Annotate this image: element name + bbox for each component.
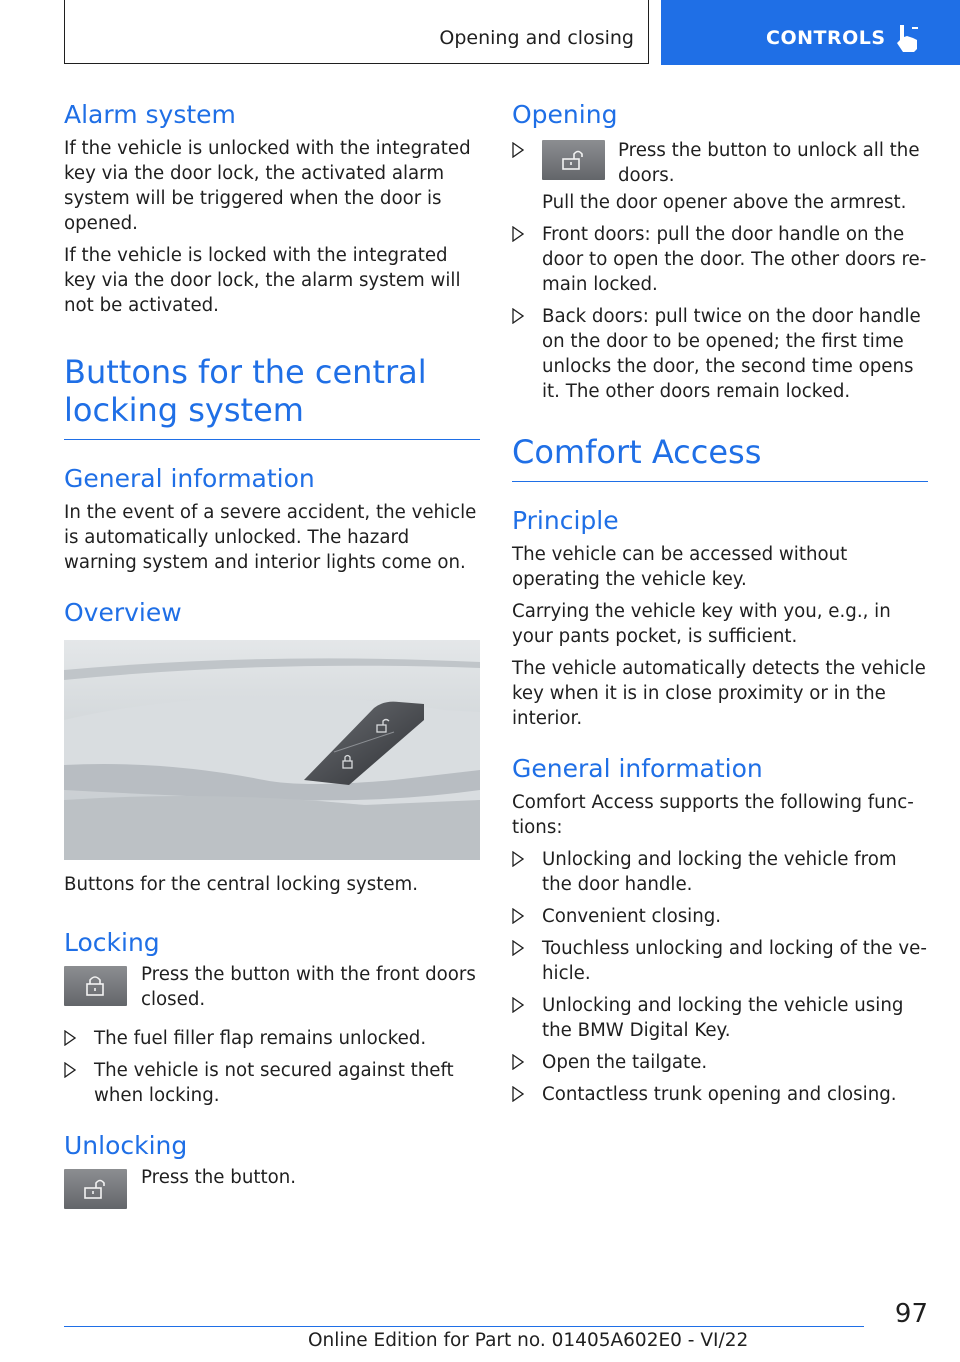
opening-heading: Opening bbox=[512, 100, 618, 129]
general-information-text: In the event of a severe accident, the vehicle is automatically unlocked. The hazard warning system and interior lights come on. bbox=[64, 502, 477, 573]
list-item: Convenient closing. bbox=[512, 904, 930, 929]
principle-paragraph-1: The vehicle can be accessed without operating the vehicle key. bbox=[512, 544, 848, 590]
alarm-system-heading: Alarm system bbox=[64, 100, 236, 129]
unlock-button-image bbox=[542, 140, 605, 180]
section-title: Opening and closing bbox=[439, 27, 634, 49]
opening-bullets bbox=[512, 138, 930, 404]
list-item: Unlocking and locking the vehicle using the BMW Digital Key. bbox=[512, 993, 930, 1043]
triangle-bullet-icon bbox=[512, 1086, 524, 1102]
triangle-bullet-icon bbox=[512, 908, 524, 924]
list-item: The vehicle is not secured against theft when locking. bbox=[64, 1058, 482, 1108]
door-panel-photo bbox=[64, 640, 480, 860]
triangle-bullet-icon bbox=[512, 1054, 524, 1070]
padlock-closed-icon bbox=[82, 974, 108, 998]
list-item: Front doors: pull the door handle on the door to open the door. The other doors remain locked. bbox=[512, 222, 930, 297]
principle-paragraph-2: Carrying the vehicle key with you, e.g., in your pants pocket, is sufficient. bbox=[512, 601, 891, 647]
list-item: Contactless trunk opening and closing. bbox=[512, 1082, 930, 1107]
unlock-button-row bbox=[64, 1165, 482, 1225]
locking-text: Press the button with the front doors closed. bbox=[141, 964, 476, 1010]
triangle-bullet-icon bbox=[512, 851, 524, 867]
overview-heading: Overview bbox=[64, 598, 182, 627]
alarm-paragraph-1: If the vehicle is unlocked with the integrated key via the door lock, the activated alarm system will be triggered when the door is opened. bbox=[64, 138, 471, 234]
opening-sub-text: Pull the door opener above the armrest. bbox=[542, 192, 907, 213]
triangle-bullet-icon bbox=[512, 142, 524, 158]
triangle-bullet-icon bbox=[64, 1030, 76, 1046]
triangle-bullet-icon bbox=[512, 940, 524, 956]
page-number: 97 bbox=[894, 1299, 928, 1329]
edition-footer: Online Edition for Part no. 01405A602E0 - VI/22 bbox=[308, 1330, 749, 1351]
pointing-hand-icon bbox=[894, 23, 922, 53]
comfort-general-heading: General information bbox=[512, 754, 763, 783]
unlocking-heading: Unlocking bbox=[64, 1131, 188, 1160]
list-item: Back doors: pull twice on the door handle on the door to be opened; the first time unlocks the door, the second time opens it. The other doors remain locked. bbox=[512, 304, 930, 404]
central-locking-title: Buttons for the central locking system bbox=[64, 353, 480, 440]
opening-button-text: Press the button to unlock all the doors. bbox=[618, 140, 920, 186]
photo-caption: Buttons for the central locking system. bbox=[64, 874, 419, 895]
lock-button-row bbox=[64, 962, 482, 1022]
chapter-title: CONTROLS bbox=[766, 27, 886, 49]
list-item: Touchless unlocking and locking of the vehicle. bbox=[512, 936, 930, 986]
alarm-paragraph-2: If the vehicle is locked with the integrated key via the door lock, the alarm system will not be activated. bbox=[64, 245, 461, 316]
principle-paragraph-3: The vehicle automatically detects the vehicle key when it is in close proximity or in the interior. bbox=[512, 658, 926, 729]
list-item: The fuel filler flap remains unlocked. bbox=[64, 1026, 482, 1051]
locking-heading: Locking bbox=[64, 928, 160, 957]
comfort-functions-list bbox=[512, 847, 930, 1107]
padlock-open-icon bbox=[82, 1177, 108, 1201]
unlocking-text: Press the button. bbox=[141, 1167, 297, 1188]
right-column bbox=[512, 98, 930, 1114]
triangle-bullet-icon bbox=[512, 226, 524, 242]
locking-bullets bbox=[64, 1026, 482, 1108]
lock-button-image bbox=[64, 966, 127, 1006]
principle-heading: Principle bbox=[512, 506, 619, 535]
triangle-bullet-icon bbox=[512, 997, 524, 1013]
list-item: Open the tailgate. bbox=[512, 1050, 930, 1075]
list-item bbox=[512, 138, 930, 215]
padlock-open-icon bbox=[560, 148, 586, 172]
chapter-tab bbox=[661, 0, 960, 65]
comfort-access-title: Comfort Access bbox=[512, 433, 928, 482]
comfort-general-text: Comfort Access supports the following functions: bbox=[512, 792, 914, 838]
left-column bbox=[64, 98, 482, 1225]
triangle-bullet-icon bbox=[512, 308, 524, 324]
header-section-box bbox=[64, 0, 649, 64]
list-item: Unlocking and locking the vehicle from the door handle. bbox=[512, 847, 930, 897]
unlock-button-image bbox=[64, 1169, 127, 1209]
general-information-heading: General information bbox=[64, 464, 315, 493]
footer-divider bbox=[64, 1326, 864, 1327]
triangle-bullet-icon bbox=[64, 1062, 76, 1078]
